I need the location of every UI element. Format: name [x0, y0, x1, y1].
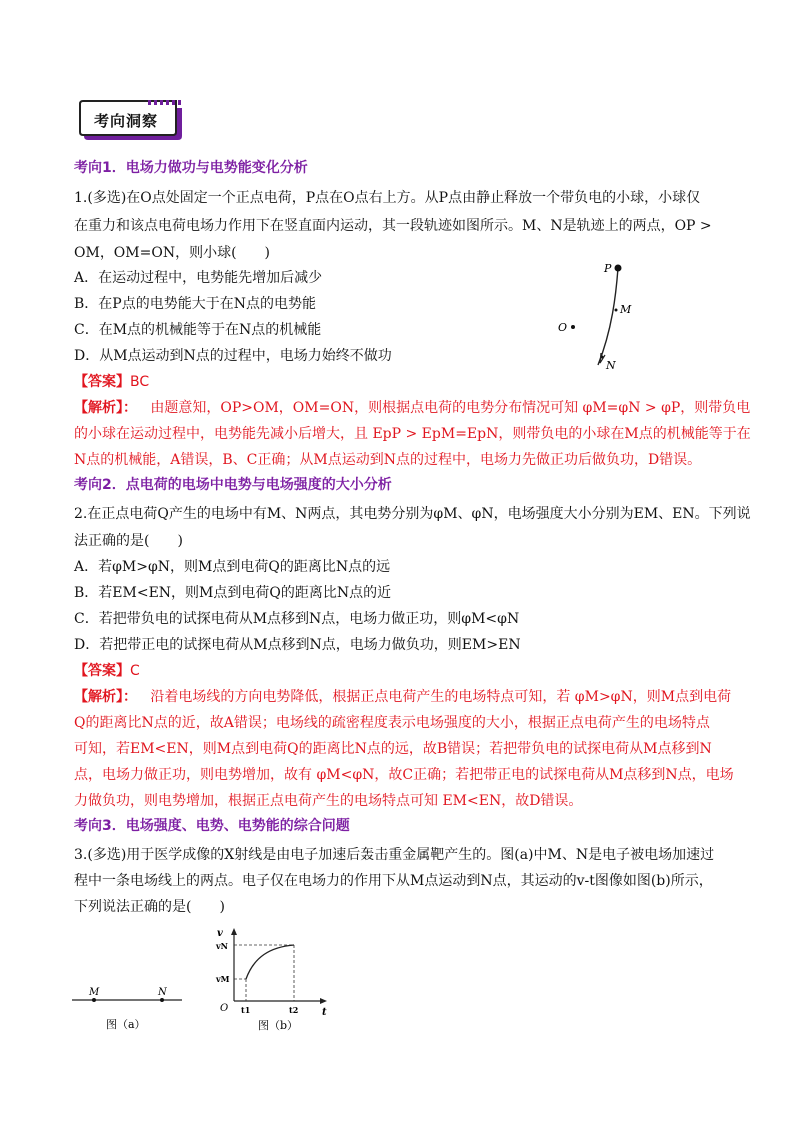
analysis-line: Q的距离比N点的近，故A错误；电场线的疏密程度表示电场强度的大小，根据正点电荷产生的电场特点 — [74, 715, 710, 731]
t2-label: t2 — [289, 1005, 299, 1015]
analysis-line: 力做负功，则电势增加，根据正点电荷产生的电场特点可知 EM<EN，故D错误。 — [74, 793, 583, 809]
option-a: A．若φM>φN，则M点到电荷Q的距离比N点的远 — [74, 559, 391, 575]
option-c: C．在M点的机械能等于在N点的机械能 — [74, 322, 322, 338]
option-d: D．若把带正电的试探电荷从M点移到N点，电场力做负功，则EM>EN — [74, 637, 521, 653]
point-m-dot — [615, 309, 618, 312]
trajectory-curve — [598, 268, 618, 365]
question-line: 2.在正点电荷Q产生的电场中有M、N两点，其电势分别为φM、φN，电场强度大小分别为EM、EN。下列说 — [74, 506, 751, 522]
option-d: D．从M点运动到N点的过程中，电场力始终不做功 — [74, 348, 392, 364]
vm-label: vM — [216, 974, 230, 984]
analysis-label: 【解析】： — [74, 689, 137, 705]
figure-b-caption: 图（b） — [258, 1019, 299, 1032]
option-b: B．在P点的电势能大于在N点的电势能 — [74, 296, 316, 312]
option-c: C．若把带负电的试探电荷从M点移到N点，电场力做正功，则φM<φN — [74, 611, 520, 627]
badge-label: 考向洞察 — [94, 112, 159, 130]
analysis-line: 的小球在运动过程中，电势能先减小后增大，且 EpP > EpM=EpN，则带负电的小球在M点的机械能等于在 — [74, 426, 751, 442]
t-axis-label: t — [322, 1007, 327, 1018]
answer-line — [74, 661, 140, 681]
vn-label: vN — [216, 941, 228, 951]
question-line: 法正确的是( ) — [74, 533, 183, 549]
figure-a — [70, 978, 190, 1038]
point-o-dot — [571, 325, 575, 329]
analysis-text: 由题意知，OP>OM，OM=ON，则根据点电荷的电势分布情况可知 φM=φN > φP，则带负电 — [150, 400, 751, 416]
answer-label: 【答案】 — [74, 374, 130, 390]
analysis-line — [74, 687, 731, 707]
answer-line — [74, 372, 149, 392]
label-m: M — [620, 303, 632, 316]
answer-label: 【答案】 — [74, 663, 130, 679]
origin-label: O — [220, 1003, 229, 1014]
figure-b — [212, 925, 342, 1037]
trajectory-figure — [550, 255, 650, 375]
v-axis-label: v — [217, 928, 223, 939]
label-n: N — [606, 359, 616, 372]
velocity-curve — [246, 945, 294, 979]
question-line: 程中一条电场线上的两点。电子仅在电场力的作用下从M点运动到N点，其运动的v-t图像如图(b)所示， — [74, 873, 713, 889]
question-line: 1.(多选)在O点处固定一个正点电荷，P点在O点右上方。从P点由静止释放一个带负电的小球，小球仅 — [74, 190, 701, 206]
question-line: OM，OM=ON，则小球( ) — [74, 245, 271, 261]
section-heading-3: 考向3．电场强度、电势、电势能的综合问题 — [74, 818, 350, 834]
option-b: B．若EM<EN，则M点到电荷Q的距离比N点的近 — [74, 585, 392, 601]
section-heading-2: 考向2．点电荷的电场中电势与电场强度的大小分析 — [74, 477, 392, 493]
answer-value: C — [130, 663, 140, 679]
question-line: 在重力和该点电荷电场力作用下在竖直面内运动，其一段轨迹如图所示。M、N是轨迹上的两点，OP > — [74, 218, 712, 234]
point-n-dot — [160, 998, 164, 1002]
section-heading-1: 考向1．电场力做功与电势能变化分析 — [74, 160, 308, 176]
analysis-text: 沿着电场线的方向电势降低，根据正点电荷产生的电场特点可知，若 φM>φN，则M点到电荷 — [150, 689, 732, 705]
analysis-line: 可知，若EM<EN，则M点到电荷Q的距离比N点的远，故B错误；若把带负电的试探电荷从M点移到N — [74, 741, 712, 757]
analysis-line — [74, 398, 750, 418]
analysis-label: 【解析】： — [74, 400, 137, 416]
figure-a-caption: 图（a） — [106, 1018, 146, 1031]
option-a: A．在运动过程中，电势能先增加后减少 — [74, 270, 323, 286]
label-n: N — [158, 987, 167, 998]
analysis-line: N点的机械能，A错误，B、C正确；从M点运动到N点的过程中，电场力先做正功后做负功，D错误。 — [74, 452, 702, 468]
label-o: O — [558, 321, 568, 334]
point-p-dot — [615, 265, 622, 272]
analysis-line: 点，电场力做正功，则电势增加，故有 φM<φN，故C正确；若把带正电的试探电荷从M点移到N点，电场 — [74, 767, 734, 783]
point-m-dot — [92, 998, 96, 1002]
question-line: 3.(多选)用于医学成像的X射线是由电子加速后轰击重金属靶产生的。图(a)中M、N是电子被电场加速过 — [74, 847, 715, 863]
v-axis-arrow — [231, 928, 237, 935]
label-p: P — [604, 262, 612, 275]
label-m: M — [89, 987, 100, 998]
t1-label: t1 — [241, 1005, 251, 1015]
answer-value: BC — [130, 374, 150, 390]
question-line: 下列说法正确的是( ) — [74, 899, 225, 915]
t-axis-arrow — [320, 998, 327, 1004]
